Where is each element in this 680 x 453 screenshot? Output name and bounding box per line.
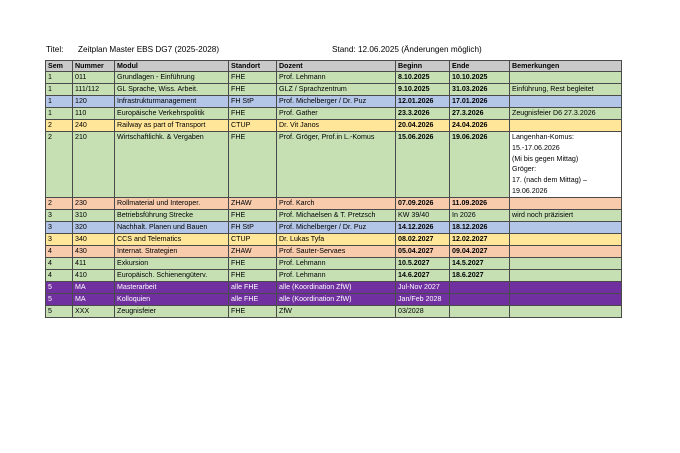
cell-bemerkungen [510, 245, 622, 257]
cell-modul: Infrastrukturmanagement [115, 96, 229, 108]
cell-dozent: GLZ / Sprachzentrum [277, 84, 396, 96]
cell-beginn: 03/2028 [396, 305, 450, 317]
cell-sem: 1 [46, 84, 73, 96]
cell-ende: 19.06.2026 [450, 132, 510, 198]
cell-beginn: KW 39/40 [396, 209, 450, 221]
cell-modul: Grundlagen - Einführung [115, 72, 229, 84]
column-header-ende: Ende [450, 61, 510, 72]
cell-sem: 1 [46, 108, 73, 120]
table-row [46, 257, 622, 269]
cell-bemerkungen [510, 120, 622, 132]
cell-dozent: Prof. Michelberger / Dr. Puz [277, 221, 396, 233]
remark-line: 15.-17.06.2026 [512, 143, 560, 152]
cell-modul: Masterarbeit [115, 281, 229, 293]
cell-ende: 18.12.2026 [450, 221, 510, 233]
cell-nummer: 111/112 [73, 84, 115, 96]
cell-bemerkungen [510, 281, 622, 293]
cell-dozent: Dr. Vit Janos [277, 120, 396, 132]
table-row [46, 293, 622, 305]
cell-beginn: 07.09.2026 [396, 197, 450, 209]
remark-line: 19.06.2026 [512, 186, 548, 195]
cell-nummer: 011 [73, 72, 115, 84]
cell-beginn: 12.01.2026 [396, 96, 450, 108]
table-row [46, 281, 622, 293]
cell-sem: 5 [46, 305, 73, 317]
cell-dozent: Dr. Lukas Tyfa [277, 233, 396, 245]
cell-nummer: 310 [73, 209, 115, 221]
cell-dozent: Prof. Sauter-Servaes [277, 245, 396, 257]
column-header-dozent: Dozent [277, 61, 396, 72]
cell-standort: FHE [229, 132, 277, 198]
cell-modul: Rollmaterial und Interoper. [115, 197, 229, 209]
stand-date: Stand: 12.06.2025 (Änderungen möglich) [332, 45, 482, 54]
cell-modul: GL Sprache, Wiss. Arbeit. [115, 84, 229, 96]
cell-beginn: 14.6.2027 [396, 269, 450, 281]
table-row [46, 221, 622, 233]
cell-sem: 5 [46, 281, 73, 293]
cell-sem: 5 [46, 293, 73, 305]
cell-ende: 18.6.2027 [450, 269, 510, 281]
cell-dozent: Prof. Lehmann [277, 269, 396, 281]
cell-bemerkungen [510, 257, 622, 269]
cell-nummer: 110 [73, 108, 115, 120]
cell-standort: FH StP [229, 96, 277, 108]
cell-nummer: 430 [73, 245, 115, 257]
cell-modul: Nachhalt. Planen und Bauen [115, 221, 229, 233]
cell-sem: 1 [46, 96, 73, 108]
cell-beginn: Jan/Feb 2028 [396, 293, 450, 305]
cell-sem: 3 [46, 233, 73, 245]
cell-standort: ZHAW [229, 197, 277, 209]
table-row [46, 233, 622, 245]
cell-dozent: alle (Koordination ZfW) [277, 281, 396, 293]
cell-beginn: 8.10.2025 [396, 72, 450, 84]
cell-nummer: 340 [73, 233, 115, 245]
table-row [46, 245, 622, 257]
cell-bemerkungen [510, 96, 622, 108]
cell-bemerkungen [510, 72, 622, 84]
cell-standort: CTUP [229, 233, 277, 245]
cell-modul: Zeugnisfeier [115, 305, 229, 317]
cell-ende [450, 281, 510, 293]
table-row [46, 269, 622, 281]
cell-ende: 17.01.2026 [450, 96, 510, 108]
cell-bemerkungen [510, 293, 622, 305]
remark-line: Langenhan-Komus: [512, 133, 574, 141]
cell-standort: FHE [229, 269, 277, 281]
cell-beginn: 15.06.2026 [396, 132, 450, 198]
cell-dozent: Prof. Michelberger / Dr. Puz [277, 96, 396, 108]
cell-nummer: MA [73, 293, 115, 305]
cell-standort: FHE [229, 84, 277, 96]
cell-standort: alle FHE [229, 281, 277, 293]
document-title: Zeitplan Master EBS DG7 (2025-2028) [78, 45, 220, 54]
cell-modul: Railway as part of Transport [115, 120, 229, 132]
cell-dozent: Prof. Michaelsen & T. Pretzsch [277, 209, 396, 221]
cell-modul: Betriebsführung Strecke [115, 209, 229, 221]
cell-bemerkungen [510, 233, 622, 245]
cell-modul: Wirtschaftlichk. & Vergaben [115, 132, 229, 198]
schedule-table [45, 60, 622, 318]
cell-nummer: 120 [73, 96, 115, 108]
cell-modul: Internat. Strategien [115, 245, 229, 257]
table-row [46, 108, 622, 120]
cell-nummer: 230 [73, 197, 115, 209]
cell-modul: Exkursion [115, 257, 229, 269]
column-header-sem: Sem [46, 61, 73, 72]
cell-sem: 3 [46, 209, 73, 221]
title-label: Titel: [46, 45, 64, 54]
cell-dozent: alle (Koordination ZfW) [277, 293, 396, 305]
cell-beginn: 9.10.2025 [396, 84, 450, 96]
cell-sem: 4 [46, 245, 73, 257]
cell-beginn: 23.3.2026 [396, 108, 450, 120]
cell-nummer: 320 [73, 221, 115, 233]
table-row [46, 96, 622, 108]
cell-sem: 4 [46, 269, 73, 281]
table-row [46, 197, 622, 209]
cell-bemerkungen [510, 197, 622, 209]
cell-ende: 14.5.2027 [450, 257, 510, 269]
column-header-nummer: Nummer [73, 61, 115, 72]
cell-beginn: 08.02.2027 [396, 233, 450, 245]
table-row [46, 305, 622, 317]
cell-ende: 10.10.2025 [450, 72, 510, 84]
cell-bemerkungen: Einführung, Rest begleitet [510, 84, 622, 96]
cell-ende: 11.09.2026 [450, 197, 510, 209]
cell-beginn: 20.04.2026 [396, 120, 450, 132]
cell-bemerkungen [510, 132, 622, 198]
cell-standort: FHE [229, 305, 277, 317]
cell-nummer: 240 [73, 120, 115, 132]
cell-beginn: Jul-Nov 2027 [396, 281, 450, 293]
cell-sem: 3 [46, 221, 73, 233]
cell-standort: FHE [229, 209, 277, 221]
cell-beginn: 10.5.2027 [396, 257, 450, 269]
cell-bemerkungen [510, 305, 622, 317]
remark-line: Gröger: [512, 165, 537, 174]
cell-standort: FHE [229, 257, 277, 269]
table-row [46, 209, 622, 221]
cell-modul: Europäische Verkehrspolitik [115, 108, 229, 120]
cell-dozent: Prof. Lehmann [277, 72, 396, 84]
column-header-modul: Modul [115, 61, 229, 72]
cell-ende: 09.04.2027 [450, 245, 510, 257]
cell-standort: ZHAW [229, 245, 277, 257]
table-row [46, 72, 622, 84]
cell-nummer: 210 [73, 132, 115, 198]
cell-nummer: MA [73, 281, 115, 293]
cell-nummer: 410 [73, 269, 115, 281]
cell-ende: 12.02.2027 [450, 233, 510, 245]
cell-sem: 2 [46, 132, 73, 198]
cell-sem: 2 [46, 197, 73, 209]
cell-nummer: 411 [73, 257, 115, 269]
cell-dozent: Prof. Gröger, Prof.in L.-Komus [277, 132, 396, 198]
cell-sem: 2 [46, 120, 73, 132]
cell-dozent: Prof. Lehmann [277, 257, 396, 269]
cell-sem: 4 [46, 257, 73, 269]
cell-bemerkungen [510, 269, 622, 281]
cell-ende [450, 305, 510, 317]
cell-dozent: Prof. Karch [277, 197, 396, 209]
cell-dozent: ZfW [277, 305, 396, 317]
cell-standort: alle FHE [229, 293, 277, 305]
cell-modul: CCS and Telematics [115, 233, 229, 245]
cell-ende: 31.03.2026 [450, 84, 510, 96]
cell-beginn: 05.04.2027 [396, 245, 450, 257]
remark-line: (Mi bis gegen Mittag) [512, 154, 579, 163]
cell-bemerkungen [510, 221, 622, 233]
table-row [46, 132, 622, 198]
cell-ende: 27.3.2026 [450, 108, 510, 120]
cell-nummer: XXX [73, 305, 115, 317]
cell-ende: 24.04.2026 [450, 120, 510, 132]
cell-modul: Kolloquien [115, 293, 229, 305]
cell-ende [450, 293, 510, 305]
table-row [46, 120, 622, 132]
column-header-standort: Standort [229, 61, 277, 72]
cell-standort: FHE [229, 108, 277, 120]
table-header-row [46, 61, 622, 72]
remark-line: 17. (nach dem Mittag) – [512, 176, 587, 185]
column-header-beginn: Beginn [396, 61, 450, 72]
cell-ende: In 2026 [450, 209, 510, 221]
cell-beginn: 14.12.2026 [396, 221, 450, 233]
cell-sem: 1 [46, 72, 73, 84]
cell-bemerkungen: wird noch präzisiert [510, 209, 622, 221]
cell-standort: FHE [229, 72, 277, 84]
cell-bemerkungen: Zeugnisfeier D6 27.3.2026 [510, 108, 622, 120]
cell-standort: FH StP [229, 221, 277, 233]
table-row [46, 84, 622, 96]
cell-dozent: Prof. Gather [277, 108, 396, 120]
cell-standort: CTUP [229, 120, 277, 132]
column-header-bemerkungen: Bemerkungen [510, 61, 622, 72]
cell-modul: Europäisch. Schienengüterv. [115, 269, 229, 281]
